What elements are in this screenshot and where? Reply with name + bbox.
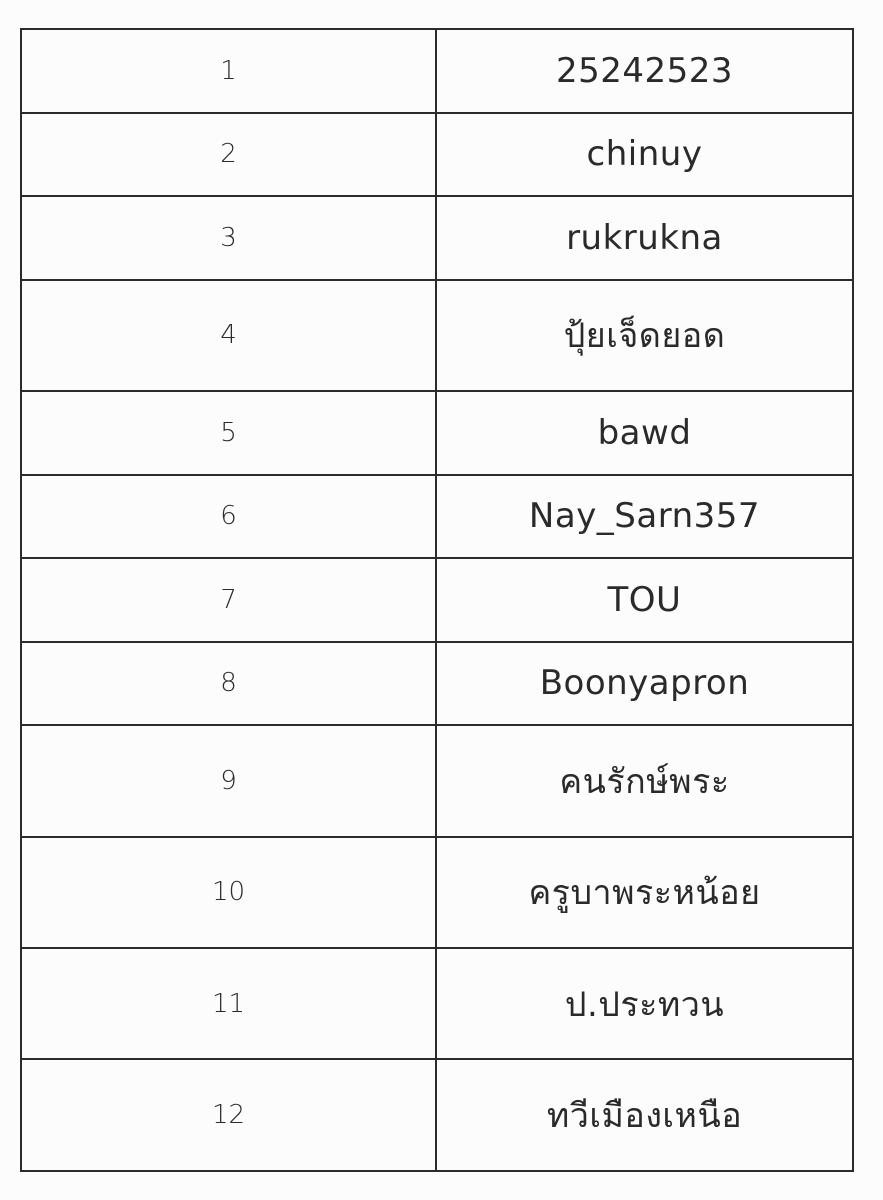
row-number: 1 <box>21 29 436 113</box>
row-name: ทวีเมืองเหนือ <box>436 1059 853 1171</box>
row-number: 10 <box>21 837 436 948</box>
row-number: 3 <box>21 196 436 280</box>
row-name: Boonyapron <box>436 642 853 726</box>
row-number: 2 <box>21 113 436 197</box>
row-number: 12 <box>21 1059 436 1171</box>
row-number: 11 <box>21 948 436 1059</box>
name-list-table <box>20 28 854 1172</box>
row-name: 25242523 <box>436 29 853 113</box>
table-row <box>21 196 853 280</box>
table-row <box>21 475 853 559</box>
row-number: 8 <box>21 642 436 726</box>
table-row <box>21 1059 853 1171</box>
row-name: TOU <box>436 558 853 642</box>
table-row <box>21 29 853 113</box>
table-row <box>21 113 853 197</box>
row-number: 4 <box>21 280 436 391</box>
row-name: chinuy <box>436 113 853 197</box>
row-number: 5 <box>21 391 436 475</box>
table-body <box>21 29 853 1171</box>
table-row <box>21 558 853 642</box>
row-name: ปุ้ยเจ็ดยอด <box>436 280 853 391</box>
table-row <box>21 837 853 948</box>
row-number: 7 <box>21 558 436 642</box>
table-row <box>21 642 853 726</box>
row-number: 6 <box>21 475 436 559</box>
table-row <box>21 725 853 836</box>
row-name: ป.ประทวน <box>436 948 853 1059</box>
row-number: 9 <box>21 725 436 836</box>
table-row <box>21 391 853 475</box>
row-name: rukrukna <box>436 196 853 280</box>
row-name: bawd <box>436 391 853 475</box>
row-name: ครูบาพระหน้อย <box>436 837 853 948</box>
table-row <box>21 280 853 391</box>
table-row <box>21 948 853 1059</box>
row-name: คนรักษ์พระ <box>436 725 853 836</box>
row-name: Nay_Sarn357 <box>436 475 853 559</box>
